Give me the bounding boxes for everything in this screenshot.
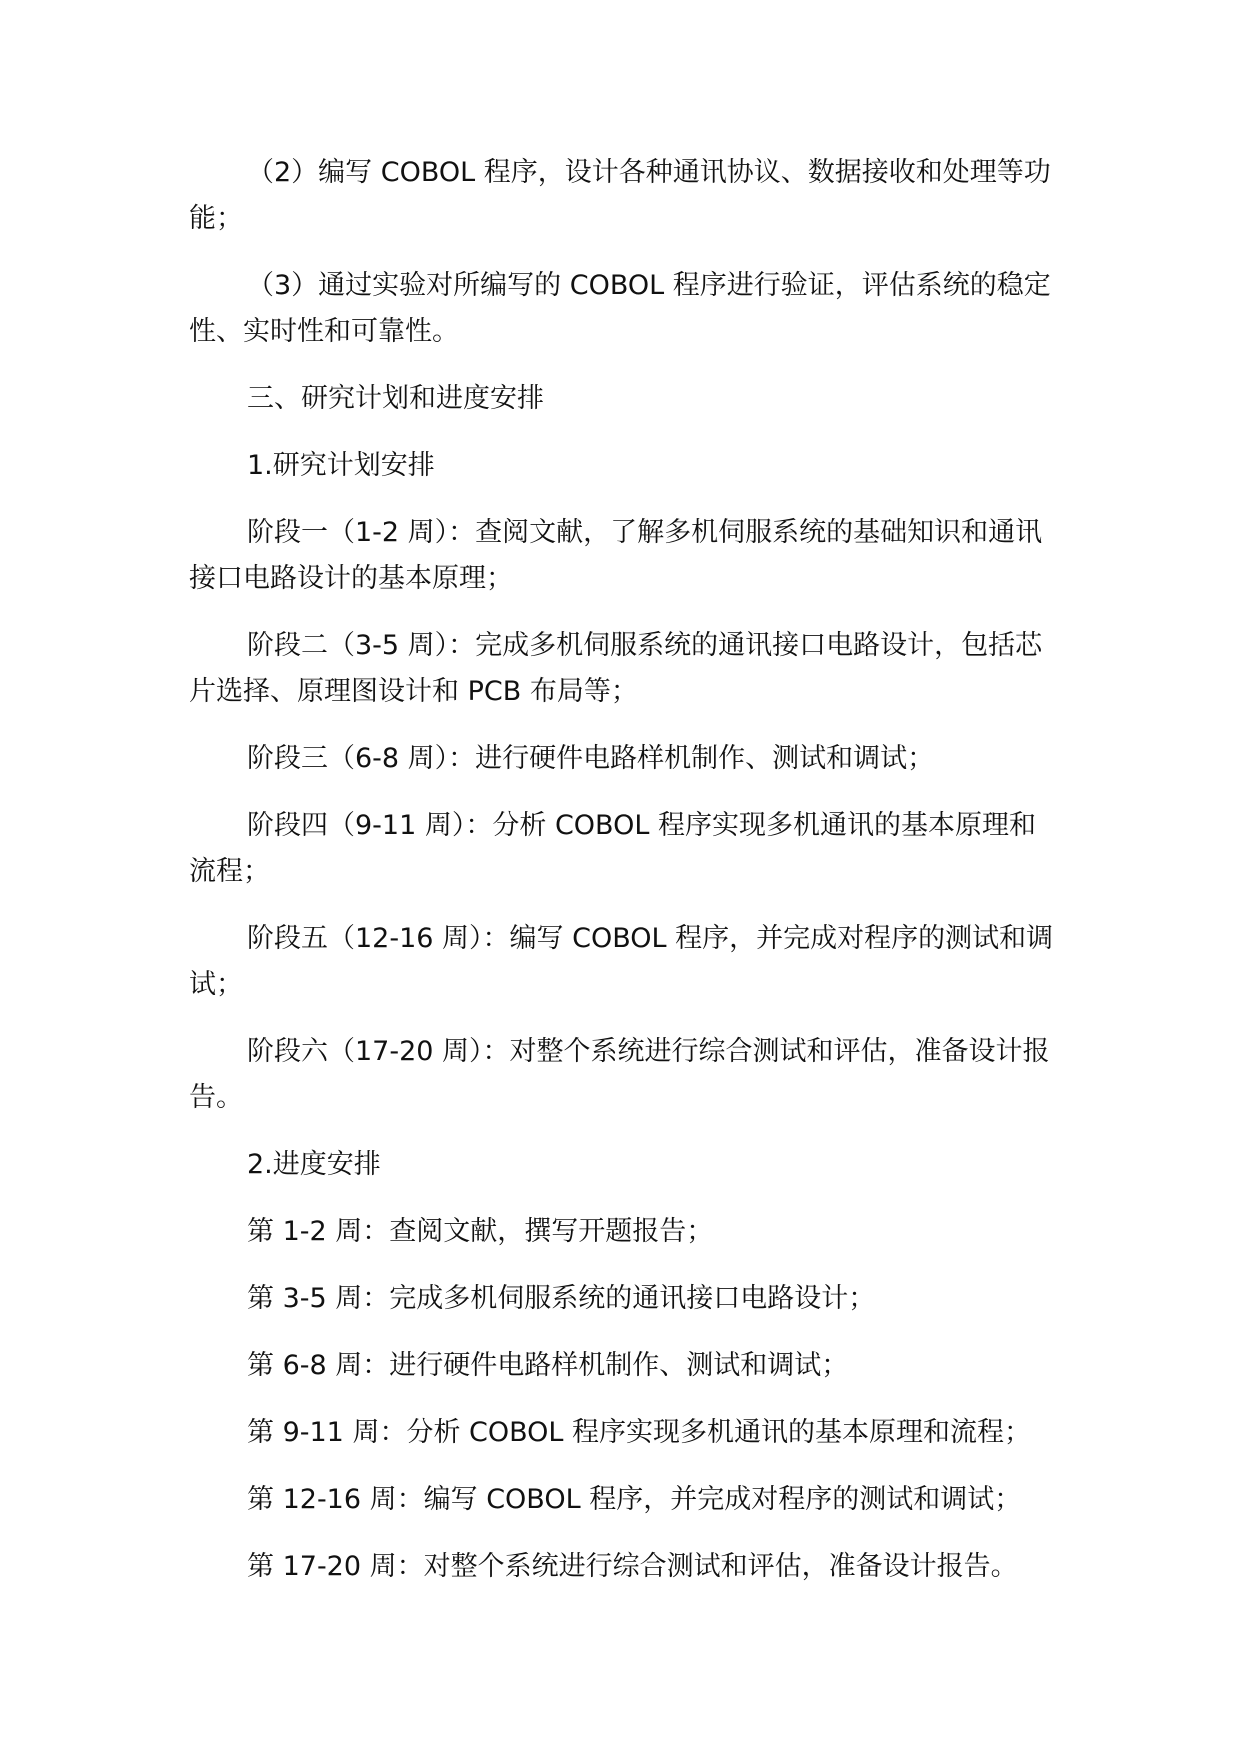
section-heading-research-plan: 三、研究计划和进度安排	[247, 383, 544, 414]
plan-stage-4: 阶段四（9-11 周）：分析 COBOL 程序实现多机通讯的基本原理和流程；	[189, 810, 1036, 887]
plan-stage-1: 阶段一（1-2 周）：查阅文献，了解多机伺服系统的基础知识和通讯接口电路设计的基本原理；	[189, 517, 1043, 594]
schedule-week-3-5: 第 3-5 周：完成多机伺服系统的通讯接口电路设计；	[247, 1283, 876, 1314]
plan-stage-5: 阶段五（12-16 周）：编写 COBOL 程序，并完成对程序的测试和调试；	[189, 923, 1054, 1000]
schedule-week-17-20: 第 17-20 周：对整个系统进行综合测试和评估，准备设计报告。	[247, 1551, 1018, 1582]
subheading-research-plan: 1.研究计划安排	[247, 450, 435, 481]
schedule-week-9-11: 第 9-11 周：分析 COBOL 程序实现多机通讯的基本原理和流程；	[247, 1417, 1032, 1448]
plan-stage-2: 阶段二（3-5 周）：完成多机伺服系统的通讯接口电路设计，包括芯片选择、原理图设计和 PCB 布局等；	[189, 630, 1043, 707]
subheading-schedule: 2.进度安排	[247, 1149, 381, 1180]
schedule-week-12-16: 第 12-16 周：编写 COBOL 程序，并完成对程序的测试和调试；	[247, 1484, 1022, 1515]
schedule-week-1-2: 第 1-2 周：查阅文献，撰写开题报告；	[247, 1216, 714, 1247]
schedule-week-6-8: 第 6-8 周：进行硬件电路样机制作、测试和调试；	[247, 1350, 849, 1381]
paragraph-objective-3: （3）通过实验对所编写的 COBOL 程序进行验证，评估系统的稳定性、实时性和可靠性。	[189, 270, 1051, 347]
document-body	[189, 150, 1059, 1611]
plan-stage-3: 阶段三（6-8 周）：进行硬件电路样机制作、测试和调试；	[247, 743, 935, 774]
paragraph-objective-2: （2）编写 COBOL 程序，设计各种通讯协议、数据接收和处理等功能；	[189, 157, 1051, 234]
plan-stage-6: 阶段六（17-20 周）：对整个系统进行综合测试和评估，准备设计报告。	[189, 1036, 1050, 1113]
